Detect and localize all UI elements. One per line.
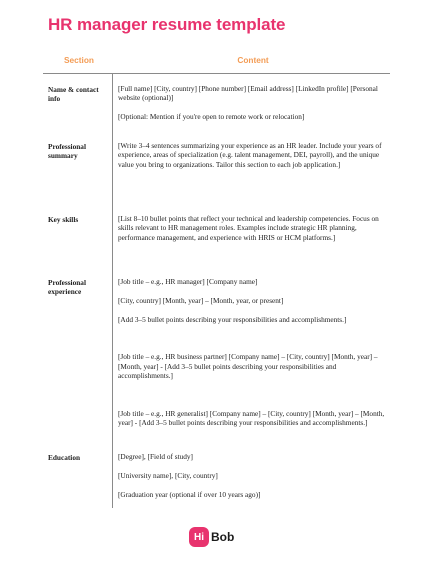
content-paragraph: [Job title – e.g., HR business partner] [Company name] – [City, country] [Month, year] – [Month, year] - [Add 3–5 bullet points describing your responsibilities and accomplishments.] — [118, 352, 378, 380]
row-label-key-skills: Key skills — [48, 215, 79, 224]
content-paragraph: [Optional: Mention if you're open to remote work or relocation] — [118, 112, 305, 122]
row-label-professional-experience: Professional experience — [48, 278, 86, 297]
row-content-key-skills — [118, 214, 386, 252]
logo-bob-text: Bob — [211, 530, 235, 544]
page-title: HR manager resume template — [48, 15, 286, 34]
section-column-header: Section — [64, 55, 94, 65]
row-content-name-contact — [118, 84, 386, 131]
content-paragraph: [Job title – e.g., HR generalist] [Company name] – [City, country] [Month, year] – [Month, year] - [Add 3–5 bullet points describing your responsibilities and accomplishments.] — [118, 408, 385, 427]
header-divider — [43, 73, 390, 74]
row-content-professional-summary — [118, 141, 386, 179]
content-paragraph: [Job title – e.g., HR manager] [Company name] — [118, 277, 258, 286]
content-paragraph: [University name], [City, country] — [118, 470, 218, 480]
content-paragraph: [Write 3–4 sentences summarizing your experience as an HR leader. Include your years of experience, areas of specialization (e.g. talent management, DEI, payroll), and the unique value you bring to organizations. Tailor this section to each job application.] — [118, 141, 382, 169]
row-label-education: Education — [48, 453, 81, 462]
row-content-professional-experience — [118, 277, 386, 437]
hibob-logo — [189, 527, 234, 547]
content-paragraph: [Degree], [Field of study] — [118, 452, 193, 461]
content-paragraph: [Add 3–5 bullet points describing your responsibilities and accomplishments.] — [118, 314, 347, 324]
row-label-name-contact: Name & contact info — [48, 85, 99, 104]
content-column-header: Content — [237, 55, 269, 65]
content-paragraph: [Graduation year (optional if over 10 years ago)] — [118, 489, 261, 499]
content-paragraph: [City, country] [Month, year] – [Month, year, or present] — [118, 295, 284, 305]
logo-hi-badge: Hi — [189, 527, 209, 547]
row-content-education — [118, 452, 386, 508]
column-divider — [112, 74, 113, 508]
row-label-professional-summary: Professional summary — [48, 142, 86, 161]
content-paragraph: [List 8–10 bullet points that reflect your technical and leadership competencies. Focus on skills relevant to HR management roles. Examples include strategic HR planning, performance management, and experience with HRIS or HCM platforms.] — [118, 214, 379, 242]
content-paragraph: [Full name] [City, country] [Phone number] [Email address] [LinkedIn profile] [Personal website (optional)] — [118, 84, 378, 103]
content-spacer — [118, 333, 386, 342]
content-spacer — [118, 390, 386, 399]
